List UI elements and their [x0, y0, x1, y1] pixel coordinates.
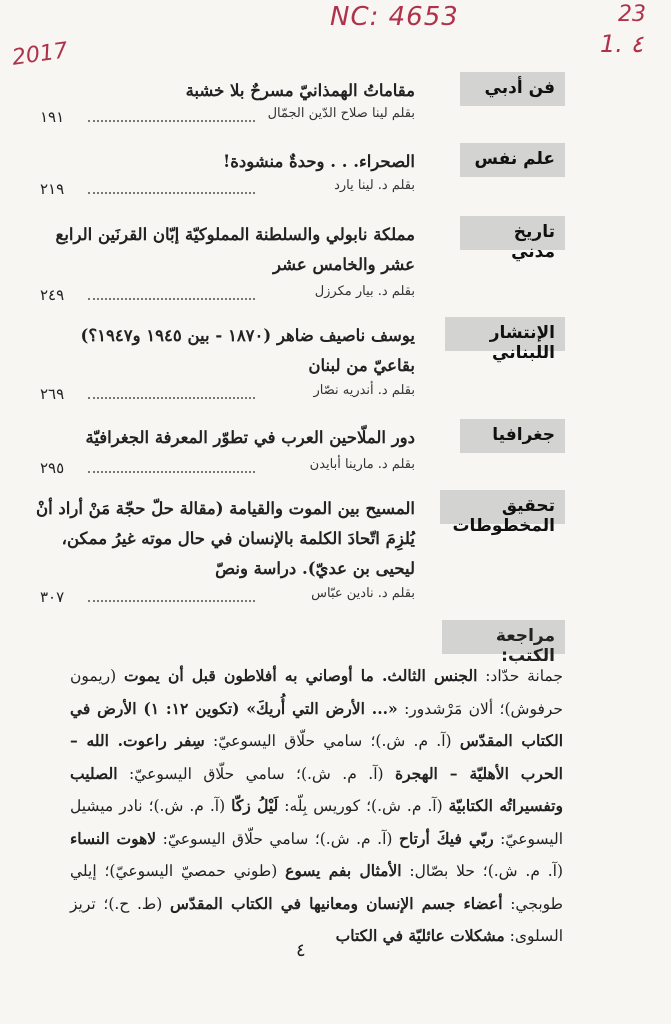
toc-entry — [35, 490, 565, 610]
handwritten-number-second: 1. ٤ — [600, 30, 644, 58]
review-author-text: (طوني حمصيّ اليسوعيّ)؛ إيلي طوبجي: — [70, 862, 564, 913]
dot-leader — [88, 600, 255, 602]
entry-title: الصحراء. . . وحدةٌ منشودة! — [223, 152, 415, 171]
review-author-text: (آ. م. ش.)؛ نادر ميشيل اليسوعيّ: — [70, 797, 564, 848]
review-author-text: (آ. م. ش.)؛ سامي حلّاق اليسوعيّ: — [156, 829, 399, 848]
entry-title: المسيح بين الموت والقيامة (مقالة حلّ حجّة مَنْ أراد أنْ يُلزِمَ اتّحادَ الكلمة بالإنسان في حال موته غيرُ ممكن، ليحيى بن عديّ). دراسة ونصّ — [35, 499, 415, 578]
section-tag: الإنتشار اللبناني — [445, 317, 565, 351]
toc-entry — [40, 143, 565, 199]
review-book-title: لَيْلُ زكّا — [231, 796, 279, 815]
review-book-title: ربّي فيكَ أرتاح — [398, 828, 494, 848]
review-author-text: (ريمون حرفوش)؛ ألان مَرْشدور: — [70, 667, 563, 718]
handwritten-number-top: 23 — [618, 2, 646, 27]
entry-author: بقلم د. بيار مكرزل — [314, 284, 415, 299]
entry-author: بقلم د. أندريه نصّار — [313, 383, 415, 398]
review-author-text: جمانة حدّاد: — [477, 667, 563, 685]
entry-author: بقلم لينا صلاح الدّين الجمّال — [267, 106, 415, 121]
review-book-title: «... الأرض التي أُريكَ» (تكوين ١٢: ١) الأرض في الكتاب المقدّس — [70, 698, 564, 750]
dot-leader — [88, 298, 255, 300]
entry-title: مملكة نابولي والسلطنة المملوكيّة إبّان القرنَين الرابع عشر والخامس عشر — [55, 225, 415, 274]
review-author-text: (آ. م. ش.)؛ كوريس بِلّه: — [278, 797, 449, 815]
entry-page: ٣٠٧ — [40, 588, 65, 606]
review-section-tag: مراجعة الكتب: — [442, 620, 565, 654]
entry-author: بقلم د. مارينا أبايدن — [309, 457, 415, 472]
catalog-number-handwritten: NC: 4653 — [330, 2, 459, 32]
review-author-text: (آ. م. ش.)؛ سامي حلّاق اليسوعيّ: — [204, 732, 460, 750]
review-book-title: الأمثال بفم يسوع — [285, 861, 402, 880]
dot-leader — [88, 471, 255, 473]
toc-entry — [40, 72, 565, 128]
page-number: ٤ — [296, 940, 306, 961]
entry-title: يوسف ناصيف ضاهر (١٨٧٠ - بين ١٩٤٥ و١٩٤٧؟) بقاعيّ من لبنان — [80, 326, 415, 375]
entry-author: بقلم د. نادين عبّاس — [311, 586, 415, 601]
review-book-title: أعضاء جسم الإنسان ومعانيها في الكتاب المقدّس — [169, 893, 503, 913]
section-tag: فن أدبي — [460, 72, 565, 106]
toc-entry — [40, 317, 565, 407]
review-author-text: (آ. م. ش.)؛ حلا بصّال: — [401, 862, 563, 880]
review-book-title: الصليب وتفسيراتُه الكتابيّة — [70, 763, 563, 815]
review-book-title: مشكلات عائليّة في الكتاب — [335, 926, 505, 945]
toc-entry — [40, 216, 565, 306]
dot-leader — [88, 397, 255, 399]
handwritten-year: 2017 — [10, 38, 70, 71]
review-body — [70, 660, 563, 953]
review-book-title: الجنس الثالث. ما أوصاني به أفلاطون قبل أن يموت — [123, 666, 478, 685]
toc-entry — [40, 419, 565, 479]
review-book-title: سِفر راعوت. الله – الحرب الأهليّة – الهجرة — [70, 731, 563, 783]
entry-page: ٢١٩ — [40, 180, 65, 198]
entry-title: دور الملّاحين العرب في تطوّر المعرفة الجغرافيّة — [85, 428, 415, 447]
review-author-text: (ط. ح.)؛ تريز السلوى: — [70, 894, 563, 945]
section-tag: جغرافيا — [460, 419, 565, 453]
dot-leader — [88, 120, 255, 122]
review-book-title: لاهوت النساء — [70, 828, 157, 848]
entry-page: ٢٦٩ — [40, 385, 65, 403]
entry-author: بقلم د. لينا يارد — [334, 178, 415, 193]
entry-page: ١٩١ — [40, 108, 65, 126]
entry-page: ٢٤٩ — [40, 286, 65, 304]
section-tag: تحقيق المخطوطات — [440, 490, 565, 524]
section-tag: علم نفس — [460, 143, 565, 177]
entry-page: ٢٩٥ — [40, 459, 65, 477]
dot-leader — [88, 192, 255, 194]
review-author-text: (آ. م. ش.)؛ سامي حلّاق اليسوعيّ: — [117, 764, 395, 783]
entry-title: مقاماتُ الهمذانيّ مسرحٌ بلا خشبة — [185, 81, 415, 100]
section-tag: تاريخ مدني — [460, 216, 565, 250]
